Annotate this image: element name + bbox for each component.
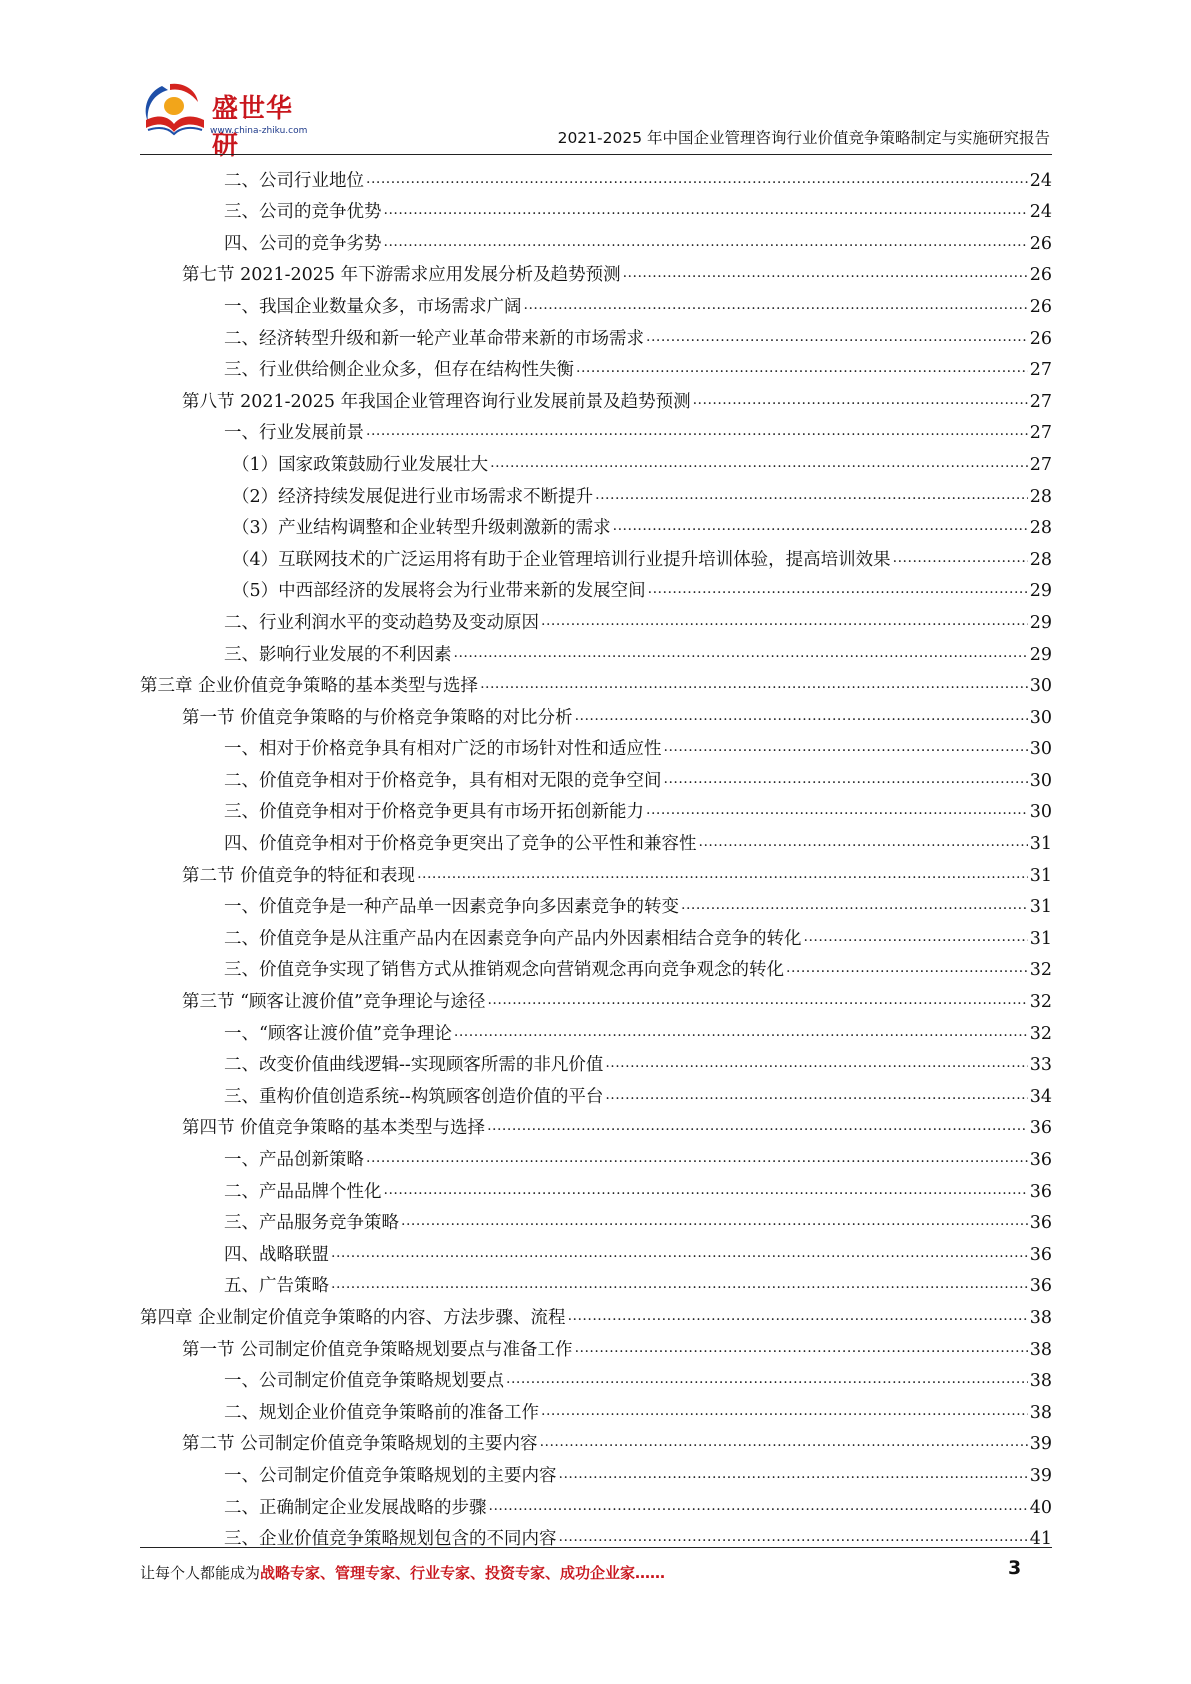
toc-entry-page: 36 (1029, 1150, 1052, 1170)
header-divider (140, 154, 1052, 155)
toc-entry-page: 30 (1029, 739, 1052, 760)
toc-entry[interactable] (140, 760, 1052, 792)
toc-entry[interactable] (140, 1234, 1052, 1266)
toc-entry-title: （3）产业结构调整和企业转型升级刺激新的需求 (232, 518, 611, 539)
toc-entry-page: 29 (1029, 644, 1052, 665)
toc-entry[interactable] (140, 634, 1052, 666)
toc-entry-title: 第三章 企业价值竞争策略的基本类型与选择 (140, 676, 479, 697)
toc-leader-dots (648, 580, 1028, 602)
toc-entry[interactable] (140, 160, 1052, 192)
toc-entry[interactable] (140, 1171, 1052, 1203)
company-logo (140, 80, 310, 161)
toc-entry-title: 第四节 价值竞争策略的基本类型与选择 (182, 1118, 486, 1139)
toc-leader-dots (524, 296, 1028, 318)
toc-entry-page: 38 (1029, 1339, 1052, 1360)
toc-entry[interactable] (140, 318, 1052, 350)
report-title: 2021-2025 年中国企业管理咨询行业价值竞争策略制定与实施研究报告 (557, 129, 1050, 147)
toc-entry[interactable] (140, 1045, 1052, 1077)
toc-entry-page: 28 (1029, 518, 1052, 539)
toc-leader-dots (605, 1054, 1027, 1076)
toc-entry-page: 32 (1029, 992, 1052, 1013)
toc-entry-title: 三、行业供给侧企业众多，但存在结构性失衡 (224, 360, 574, 381)
toc-entry-page: 31 (1029, 928, 1052, 949)
toc-entry-page: 40 (1029, 1497, 1052, 1518)
toc-entry-title: 第四章 企业制定价值竞争策略的内容、方法步骤、流程 (140, 1307, 566, 1328)
toc-entry-title: 二、经济转型升级和新一轮产业革命带来新的市场需求 (224, 328, 644, 349)
toc-entry-title: 三、价值竞争相对于价格竞争更具有市场开拓创新能力 (224, 802, 644, 823)
toc-entry-title: 五、广告策略 (224, 1276, 329, 1297)
toc-entry[interactable] (140, 792, 1052, 824)
toc-leader-dots (540, 1433, 1028, 1455)
toc-leader-dots (480, 675, 1028, 697)
toc-entry-page: 27 (1029, 360, 1052, 381)
toc-entry-title: 第七节 2021-2025 年下游需求应用发展分析及趋势预测 (182, 265, 621, 286)
footer-slogan-highlight: 战略专家、管理专家、行业专家、投资专家、成功企业家…… (260, 1564, 666, 1582)
toc-entry[interactable] (140, 350, 1052, 382)
book-logo-icon (140, 80, 212, 142)
toc-leader-dots (613, 517, 1028, 539)
toc-entry[interactable] (140, 381, 1052, 413)
toc-entry-page: 29 (1029, 581, 1052, 602)
toc-entry[interactable] (140, 1392, 1052, 1424)
toc-entry-title: 二、产品品牌个性化 (224, 1181, 382, 1202)
toc-entry-page: 39 (1029, 1465, 1052, 1486)
toc-entry-page: 30 (1029, 676, 1052, 697)
toc-entry[interactable] (140, 918, 1052, 950)
toc-entry-title: 一、行业发展前景 (224, 423, 364, 444)
toc-entry-page: 29 (1029, 612, 1052, 633)
logo-url: www.china-zhiku.com (210, 126, 308, 136)
toc-entry[interactable] (140, 192, 1052, 224)
toc-entry[interactable] (140, 1361, 1052, 1393)
toc-entry-page: 36 (1029, 1276, 1052, 1297)
toc-entry[interactable] (140, 476, 1052, 508)
toc-leader-dots (384, 233, 1028, 255)
toc-entry-page: 27 (1029, 454, 1052, 475)
toc-leader-dots (454, 1023, 1028, 1045)
toc-leader-dots (681, 896, 1028, 918)
toc-entry-page: 30 (1029, 770, 1052, 791)
toc-entry[interactable] (140, 855, 1052, 887)
toc-leader-dots (489, 1497, 1028, 1519)
toc-leader-dots (417, 865, 1028, 887)
toc-entry-page: 36 (1029, 1213, 1052, 1234)
table-of-contents (140, 160, 1052, 1550)
toc-entry-title: 三、重构价值创造系统--构筑顾客创造价值的平台 (224, 1086, 604, 1107)
toc-entry[interactable] (140, 1424, 1052, 1456)
toc-entry[interactable] (140, 508, 1052, 540)
toc-leader-dots (576, 359, 1028, 381)
toc-entry-title: 第一节 公司制定价值竞争策略规划要点与准备工作 (182, 1339, 573, 1360)
toc-entry-title: 三、价值竞争实现了销售方式从推销观念向营销观念再向竞争观念的转化 (224, 960, 784, 981)
toc-entry-page: 26 (1029, 265, 1052, 286)
toc-entry-page: 27 (1029, 423, 1052, 444)
toc-entry[interactable] (140, 223, 1052, 255)
toc-entry-title: 一、产品创新策略 (224, 1150, 364, 1170)
toc-leader-dots (384, 201, 1028, 223)
toc-entry-title: 二、改变价值曲线逻辑--实现顾客所需的非凡价值 (224, 1055, 604, 1076)
toc-leader-dots (366, 1149, 1028, 1171)
toc-leader-dots (575, 1339, 1028, 1361)
toc-entry-page: 34 (1029, 1086, 1052, 1107)
toc-leader-dots (541, 1402, 1028, 1424)
toc-entry-title: 第三节 “顾客让渡价值”竞争理论与途径 (182, 992, 486, 1013)
toc-entry-page: 30 (1029, 707, 1052, 728)
toc-entry-page: 41 (1029, 1529, 1052, 1550)
toc-leader-dots (454, 644, 1028, 666)
toc-entry-page: 24 (1029, 202, 1052, 223)
toc-entry-title: 三、影响行业发展的不利因素 (224, 644, 452, 665)
toc-leader-dots (646, 801, 1028, 823)
toc-entry-title: 第二节 公司制定价值竞争策略规划的主要内容 (182, 1434, 538, 1455)
toc-leader-dots (331, 1275, 1028, 1297)
toc-entry-page: 26 (1029, 233, 1052, 254)
toc-leader-dots (490, 454, 1028, 476)
toc-entry-title: 第一节 价值竞争策略的与价格竞争策略的对比分析 (182, 707, 573, 728)
toc-entry-page: 32 (1029, 1023, 1052, 1044)
toc-entry[interactable] (140, 286, 1052, 318)
toc-entry-page: 33 (1029, 1055, 1052, 1076)
toc-entry-title: 三、企业价值竞争策略规划包含的不同内容 (224, 1529, 557, 1550)
toc-entry-page: 31 (1029, 834, 1052, 855)
toc-entry-title: （4）互联网技术的广泛运用将有助于企业管理培训行业提升培训体验，提高培训效果 (232, 549, 891, 570)
toc-entry-title: 第二节 价值竞争的特征和表现 (182, 865, 416, 886)
toc-leader-dots (893, 549, 1028, 571)
toc-entry-title: 四、价值竞争相对于价格竞争更突出了竞争的公平性和兼容性 (224, 834, 697, 855)
toc-leader-dots (646, 328, 1028, 350)
toc-entry[interactable] (140, 1487, 1052, 1519)
toc-leader-dots (487, 1117, 1028, 1139)
logo-name: 盛世华研 (212, 94, 294, 161)
toc-leader-dots (541, 612, 1028, 634)
footer-divider (140, 1547, 1052, 1548)
toc-entry-page: 26 (1029, 296, 1052, 317)
toc-entry[interactable] (140, 950, 1052, 982)
toc-entry-title: （1）国家政策鼓励行业发展壮大 (232, 454, 489, 475)
toc-entry-page: 31 (1029, 897, 1052, 918)
toc-entry[interactable] (140, 666, 1052, 698)
toc-entry-page: 38 (1029, 1402, 1052, 1423)
toc-leader-dots (384, 1181, 1028, 1203)
toc-leader-dots (331, 1244, 1028, 1266)
toc-entry[interactable] (140, 602, 1052, 634)
toc-entry[interactable] (140, 1297, 1052, 1329)
toc-leader-dots (699, 833, 1028, 855)
toc-entry-title: （2）经济持续发展促进行业市场需求不断提升 (232, 486, 594, 507)
toc-leader-dots (568, 1307, 1028, 1329)
toc-leader-dots (693, 391, 1028, 413)
page-header (140, 80, 1050, 161)
toc-entry-page: 26 (1029, 328, 1052, 349)
toc-leader-dots (595, 486, 1028, 508)
toc-entry[interactable] (140, 1203, 1052, 1235)
toc-entry[interactable] (140, 539, 1052, 571)
toc-entry[interactable] (140, 1455, 1052, 1487)
toc-entry[interactable] (140, 1076, 1052, 1108)
toc-leader-dots (401, 1212, 1028, 1234)
toc-entry-page: 32 (1029, 960, 1052, 981)
toc-entry[interactable] (140, 444, 1052, 476)
toc-entry-title: 四、战略联盟 (224, 1244, 329, 1265)
toc-entry-title: 一、价值竞争是一种产品单一因素竞争向多因素竞争的转变 (224, 897, 679, 918)
toc-entry-page: 36 (1029, 1244, 1052, 1265)
toc-entry[interactable] (140, 255, 1052, 287)
toc-entry-title: 第八节 2021-2025 年我国企业管理咨询行业发展前景及趋势预测 (182, 391, 691, 412)
toc-entry[interactable] (140, 571, 1052, 603)
toc-leader-dots (664, 770, 1028, 792)
toc-entry-title: 二、价值竞争相对于价格竞争，具有相对无限的竞争空间 (224, 770, 662, 791)
toc-entry-title: 二、行业利润水平的变动趋势及变动原因 (224, 612, 539, 633)
toc-entry-title: 二、价值竞争是从注重产品内在因素竞争向产品内外因素相结合竞争的转化 (224, 928, 802, 949)
toc-entry-title: 二、正确制定企业发展战略的步骤 (224, 1497, 487, 1518)
toc-entry-page: 38 (1029, 1307, 1052, 1328)
toc-entry-page: 38 (1029, 1371, 1052, 1392)
toc-entry-page: 36 (1029, 1118, 1052, 1139)
toc-leader-dots (559, 1465, 1028, 1487)
toc-entry-page: 30 (1029, 802, 1052, 823)
toc-leader-dots (804, 928, 1028, 950)
toc-entry[interactable] (140, 887, 1052, 919)
toc-leader-dots (575, 707, 1028, 729)
toc-entry-page: 36 (1029, 1181, 1052, 1202)
toc-entry[interactable] (140, 1266, 1052, 1298)
toc-entry[interactable] (140, 1329, 1052, 1361)
toc-entry-title: 一、相对于价格竞争具有相对广泛的市场针对性和适应性 (224, 739, 662, 760)
toc-leader-dots (786, 959, 1028, 981)
toc-entry[interactable] (140, 697, 1052, 729)
toc-entry[interactable] (140, 823, 1052, 855)
toc-entry-page: 28 (1029, 549, 1052, 570)
toc-entry-title: 一、我国企业数量众多，市场需求广阔 (224, 296, 522, 317)
toc-leader-dots (605, 1086, 1027, 1108)
toc-entry[interactable] (140, 981, 1052, 1013)
toc-entry[interactable] (140, 1108, 1052, 1140)
toc-entry-title: 二、公司行业地位 (224, 170, 364, 191)
toc-entry[interactable] (140, 1519, 1052, 1551)
toc-entry-title: （5）中西部经济的发展将会为行业带来新的发展空间 (232, 581, 646, 602)
footer-slogan (140, 1562, 665, 1583)
toc-entry[interactable] (140, 413, 1052, 445)
toc-entry-title: 三、产品服务竞争策略 (224, 1213, 399, 1234)
toc-entry-title: 一、公司制定价值竞争策略规划要点 (224, 1371, 504, 1392)
toc-leader-dots (366, 170, 1028, 192)
toc-entry-page: 39 (1029, 1434, 1052, 1455)
toc-entry[interactable] (140, 729, 1052, 761)
toc-leader-dots (487, 991, 1027, 1013)
toc-entry-title: 三、公司的竞争优势 (224, 202, 382, 223)
toc-entry-page: 31 (1029, 865, 1052, 886)
toc-entry-title: 一、公司制定价值竞争策略规划的主要内容 (224, 1465, 557, 1486)
toc-entry[interactable] (140, 1013, 1052, 1045)
toc-entry-page: 24 (1029, 170, 1052, 191)
toc-entry-title: 一、“顾客让渡价值”竞争理论 (224, 1023, 452, 1044)
toc-entry-page: 28 (1029, 486, 1052, 507)
toc-leader-dots (366, 422, 1028, 444)
footer-slogan-prefix: 让每个人都能成为 (140, 1564, 261, 1582)
toc-entry-title: 二、规划企业价值竞争策略前的准备工作 (224, 1402, 539, 1423)
toc-leader-dots (664, 738, 1028, 760)
page-number: 3 (1008, 1557, 1022, 1579)
toc-entry-page: 27 (1029, 391, 1052, 412)
toc-entry[interactable] (140, 1139, 1052, 1171)
toc-entry-title: 四、公司的竞争劣势 (224, 233, 382, 254)
toc-leader-dots (506, 1370, 1028, 1392)
toc-leader-dots (623, 264, 1028, 286)
